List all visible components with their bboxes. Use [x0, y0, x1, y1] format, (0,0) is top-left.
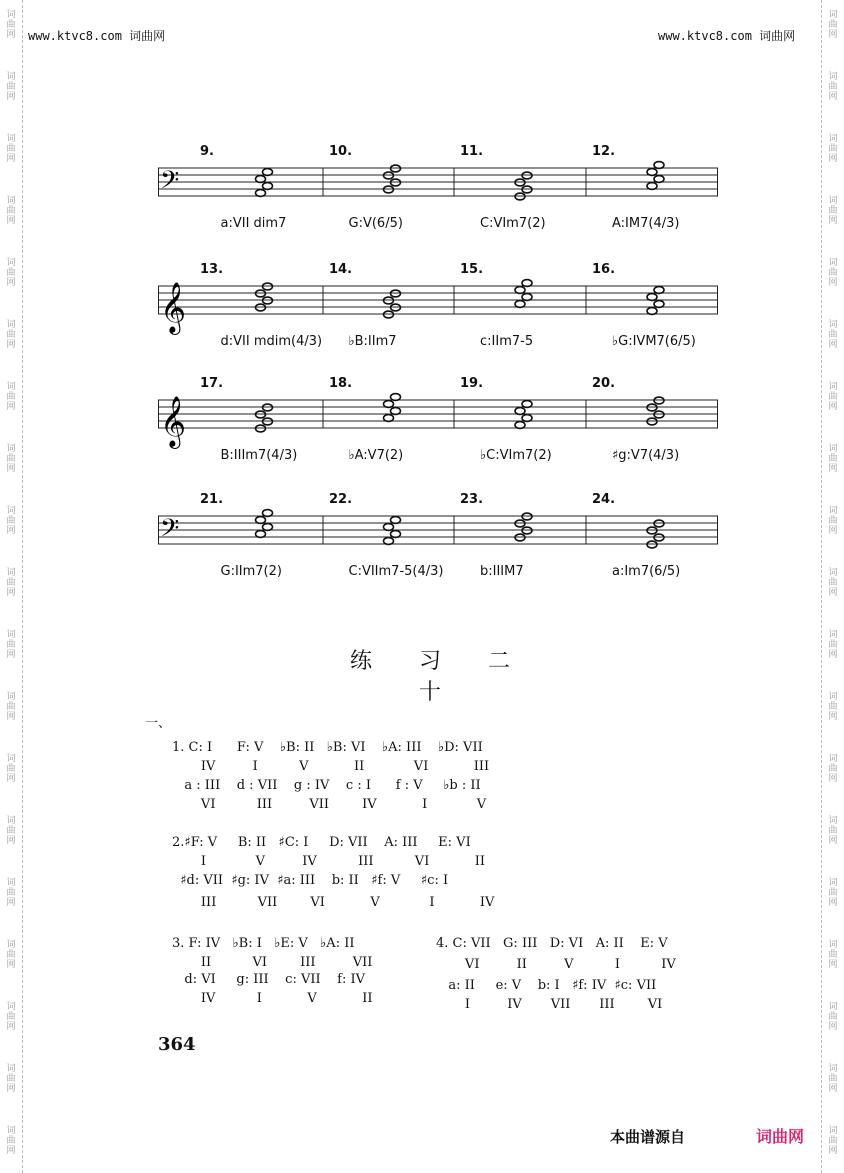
watermark-glyph: 词 曲 网 — [6, 878, 16, 908]
note-head — [263, 510, 273, 517]
watermark-glyph: 词 曲 网 — [6, 816, 16, 846]
measure-number: 19. — [460, 376, 484, 391]
measure-number: 22. — [329, 492, 353, 507]
chord-label: C:VIIm7-5(4/3) — [348, 564, 444, 579]
measure-number: 15. — [460, 262, 484, 277]
measure-number: 10. — [329, 144, 353, 159]
chord-label: ♭C:VIm7(2) — [480, 448, 552, 463]
music-system-1 — [158, 140, 718, 250]
note-head — [522, 401, 532, 408]
exercise-3-row-4: IV I V II — [172, 991, 373, 1006]
watermark-glyph: 词 曲 网 — [828, 258, 838, 288]
watermark-glyph: 词 曲 网 — [6, 692, 16, 722]
note-head — [263, 524, 273, 531]
treble-clef-icon: 𝄞 — [160, 282, 187, 333]
chord-label: A:IM7(4/3) — [612, 216, 680, 231]
watermark-glyph: 词 曲 网 — [828, 444, 838, 474]
exercise-4-row-2: VI II V I IV — [436, 957, 676, 972]
watermark-glyph: 词 曲 网 — [828, 1002, 838, 1032]
measure-number: 17. — [200, 376, 224, 391]
watermark-glyph: 词 曲 网 — [6, 134, 16, 164]
music-system-3 — [158, 372, 718, 482]
note-head — [256, 190, 266, 197]
note-head — [647, 169, 657, 176]
exercise-1-row-3: a : III d : VII g : IV c : I f : V ♭b : II — [172, 778, 481, 793]
watermark-glyph: 词 曲 网 — [828, 320, 838, 350]
exercise-4-row-1: 4. C: VII G: III D: VI A: II E: V — [436, 936, 668, 951]
watermark-glyph: 词 曲 网 — [6, 72, 16, 102]
measure-number: 18. — [329, 376, 353, 391]
exercise-4-row-3: a: II e: V b: I ♯f: IV ♯c: VII — [436, 978, 657, 993]
note-head — [384, 524, 394, 531]
chord-label: C:VIm7(2) — [480, 216, 546, 231]
measure-number: 14. — [329, 262, 353, 277]
exercise-1-row-2: IV I V II VI III — [172, 759, 490, 774]
exercise-2-row-1: 2.♯F: V B: II ♯C: I D: VII A: III E: VI — [172, 835, 471, 850]
chord-label: b:IIIM7 — [480, 564, 524, 579]
watermark-glyph: 词 曲 网 — [6, 630, 16, 660]
note-head — [391, 517, 401, 524]
exercise-2-row-3: ♯d: VII ♯g: IV ♯a: III b: II ♯f: V ♯c: I — [172, 873, 449, 888]
staff-svg-2 — [158, 258, 718, 368]
watermark-glyph: 词 曲 网 — [828, 816, 838, 846]
measure-number: 20. — [592, 376, 616, 391]
note-head — [654, 162, 664, 169]
watermark-glyph: 词 曲 网 — [828, 196, 838, 226]
watermark-glyph: 词 曲 网 — [6, 258, 16, 288]
watermark-glyph: 词 曲 网 — [828, 1064, 838, 1094]
note-head — [391, 394, 401, 401]
page-number: 364 — [158, 1034, 196, 1055]
staff-svg-1 — [158, 140, 718, 250]
watermark-glyph: 词 曲 网 — [6, 10, 16, 40]
note-head — [263, 169, 273, 176]
note-head — [515, 422, 525, 429]
measure-number: 16. — [592, 262, 616, 277]
note-head — [256, 176, 266, 183]
treble-clef-icon: 𝄞 — [160, 396, 187, 447]
music-system-4 — [158, 488, 718, 598]
note-head — [256, 531, 266, 538]
measure-number: 23. — [460, 492, 484, 507]
note-head — [522, 415, 532, 422]
watermark-glyph: 词 曲 网 — [6, 506, 16, 536]
note-head — [647, 183, 657, 190]
chord-label: B:IIIm7(4/3) — [220, 448, 298, 463]
note-head — [256, 517, 266, 524]
watermark-glyph: 词 曲 网 — [6, 1002, 16, 1032]
chord-label: ♭G:IVM7(6/5) — [612, 334, 696, 349]
exercise-3-row-3: d: VI g: III c: VII f: IV — [172, 972, 366, 987]
measure-number: 24. — [592, 492, 616, 507]
watermark-glyph: 词 曲 网 — [828, 692, 838, 722]
watermark-glyph: 词 曲 网 — [6, 1064, 16, 1094]
exercise-3-row-1: 3. F: IV ♭B: I ♭E: V ♭A: II — [172, 936, 355, 951]
note-head — [515, 408, 525, 415]
chord-label: a:Im7(6/5) — [612, 564, 681, 579]
note-head — [647, 308, 657, 315]
right-watermark-strip — [821, 0, 844, 1173]
note-head — [515, 287, 525, 294]
exercise-title: 练 习 二 十 — [350, 649, 530, 705]
note-head — [654, 176, 664, 183]
chord-label: G:V(6/5) — [348, 216, 403, 231]
watermark-glyph: 词 曲 网 — [828, 72, 838, 102]
note-head — [263, 183, 273, 190]
exercise-4-row-4: I IV VII III VI — [436, 997, 663, 1012]
site-label-left: www.ktvc8.com 词曲网 — [28, 29, 166, 43]
watermark-glyph: 词 曲 网 — [6, 196, 16, 226]
note-head — [391, 531, 401, 538]
section-marker: 一、 — [145, 716, 172, 731]
watermark-glyph: 词 曲 网 — [828, 134, 838, 164]
watermark-glyph: 词 曲 网 — [828, 10, 838, 40]
watermark-glyph: 词 曲 网 — [828, 630, 838, 660]
exercise-3-row-2: II VI III VII — [172, 955, 373, 970]
left-watermark-strip — [0, 0, 23, 1173]
chord-label: ♯g:V7(4/3) — [612, 448, 680, 463]
note-head — [391, 408, 401, 415]
note-head — [384, 415, 394, 422]
bass-clef-icon: 𝄢 — [160, 514, 180, 549]
note-head — [654, 287, 664, 294]
chord-label: G:IIm7(2) — [220, 564, 282, 579]
note-head — [515, 301, 525, 308]
bass-clef-icon: 𝄢 — [160, 166, 180, 201]
watermark-glyph: 词 曲 网 — [828, 940, 838, 970]
watermark-glyph: 词 曲 网 — [6, 1126, 16, 1156]
chord-label: ♭A:V7(2) — [348, 448, 404, 463]
footer-source-text: 本曲谱源自 — [610, 1128, 686, 1146]
watermark-glyph: 词 曲 网 — [6, 320, 16, 350]
measure-number: 11. — [460, 144, 484, 159]
note-head — [384, 538, 394, 545]
exercise-2-row-4: III VII VI V I IV — [172, 895, 495, 910]
exercise-1-row-1: 1. C: I F: V ♭B: II ♭B: VI ♭A: III ♭D: VII — [172, 740, 483, 755]
measure-number: 9. — [200, 144, 214, 159]
measure-number: 13. — [200, 262, 224, 277]
watermark-glyph: 词 曲 网 — [6, 568, 16, 598]
note-head — [647, 294, 657, 301]
watermark-glyph: 词 曲 网 — [828, 878, 838, 908]
watermark-glyph: 词 曲 网 — [6, 382, 16, 412]
chord-label: c:IIm7-5 — [480, 334, 534, 349]
note-head — [522, 294, 532, 301]
measure-number: 21. — [200, 492, 224, 507]
note-head — [522, 280, 532, 287]
exercise-2-row-2: I V IV III VI II — [172, 854, 486, 869]
staff-svg-4 — [158, 488, 718, 598]
watermark-glyph: 词 曲 网 — [6, 444, 16, 474]
music-system-2 — [158, 258, 718, 368]
exercise-1-row-4: VI III VII IV I V — [172, 797, 487, 812]
chord-label: d:VII mdim(4/3) — [220, 334, 323, 349]
staff-svg-3 — [158, 372, 718, 482]
watermark-glyph: 词 曲 网 — [828, 568, 838, 598]
watermark-glyph: 词 曲 网 — [6, 754, 16, 784]
watermark-glyph: 词 曲 网 — [6, 940, 16, 970]
chord-label: ♭B:IIm7 — [348, 334, 397, 349]
note-head — [654, 301, 664, 308]
watermark-glyph: 词 曲 网 — [828, 506, 838, 536]
watermark-glyph: 词 曲 网 — [828, 1126, 838, 1156]
footer-brand-link[interactable]: 词曲网 — [756, 1127, 805, 1146]
watermark-glyph: 词 曲 网 — [828, 382, 838, 412]
watermark-glyph: 词 曲 网 — [828, 754, 838, 784]
site-label-right: www.ktvc8.com 词曲网 — [658, 29, 796, 43]
note-head — [384, 401, 394, 408]
measure-number: 12. — [592, 144, 616, 159]
chord-label: a:VII dim7 — [220, 216, 287, 231]
